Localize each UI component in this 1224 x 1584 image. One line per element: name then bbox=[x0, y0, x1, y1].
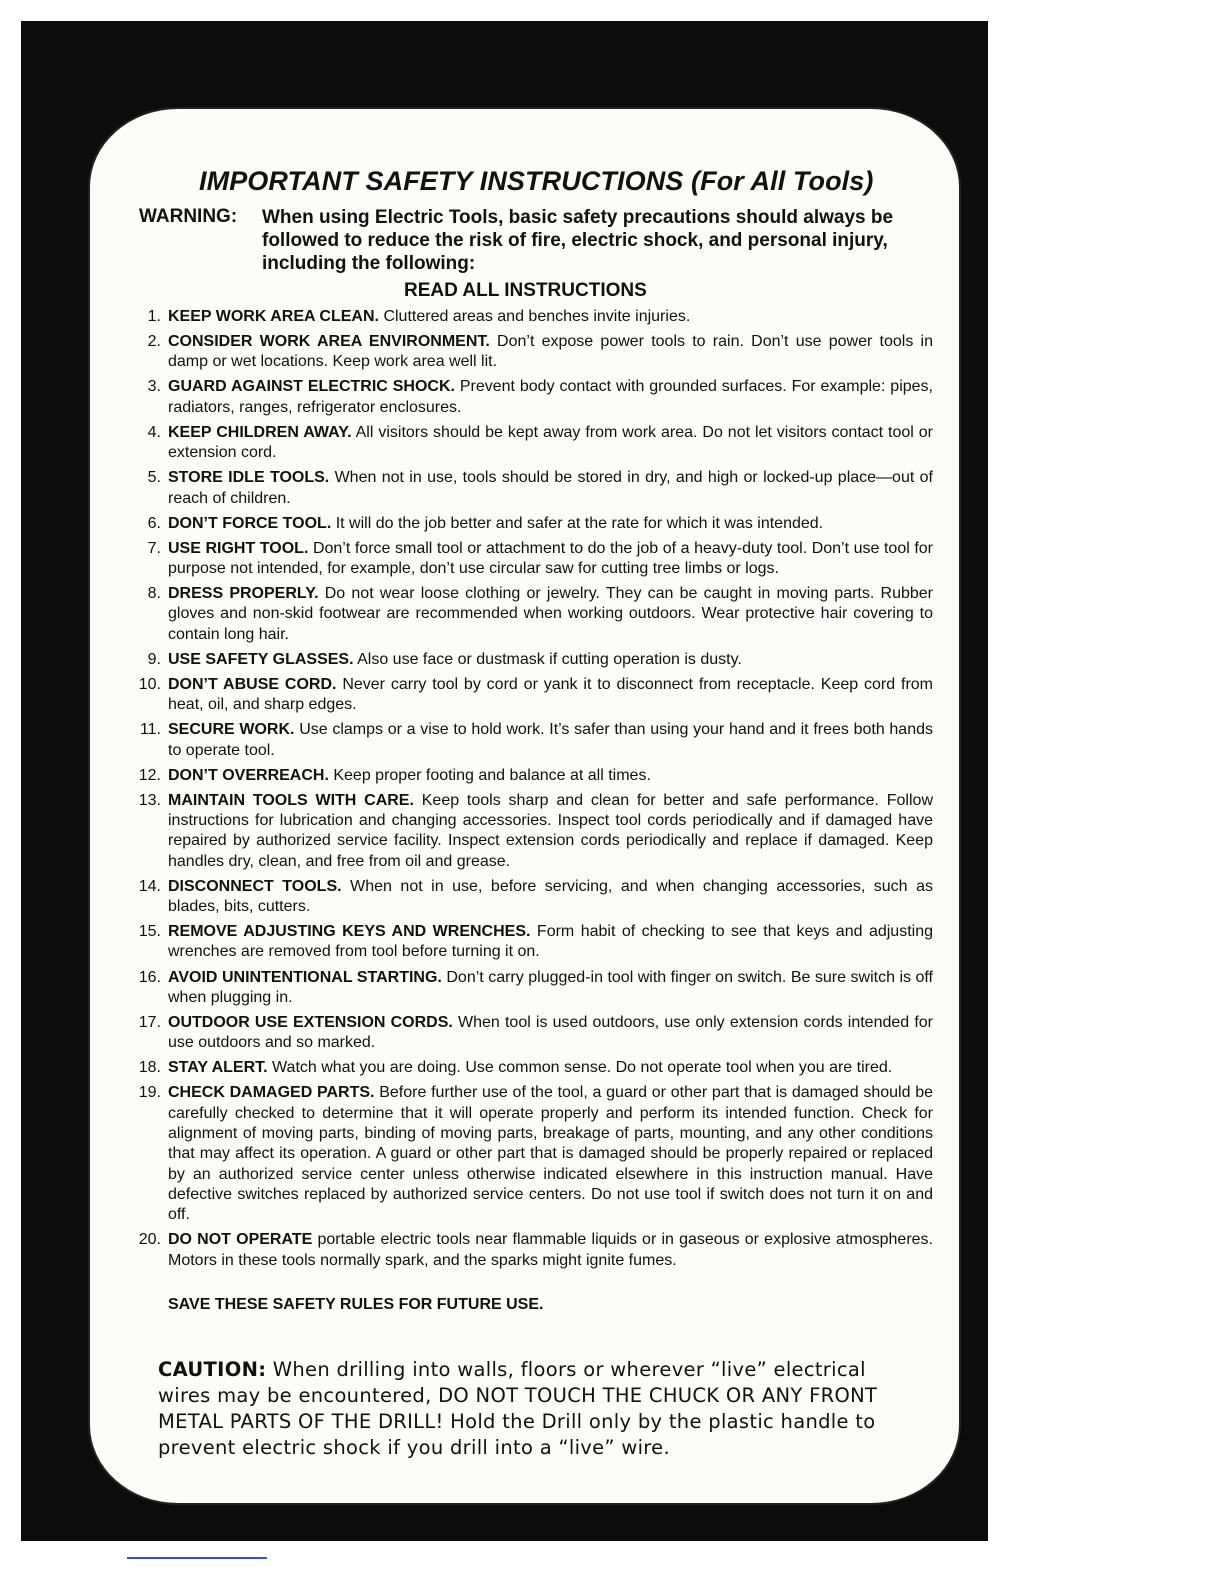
item-number: 3. bbox=[147, 378, 161, 396]
list-item bbox=[130, 1058, 933, 1078]
list-item bbox=[130, 720, 933, 761]
item-number: 16. bbox=[138, 968, 161, 986]
list-item bbox=[130, 1230, 933, 1271]
list-item bbox=[130, 791, 933, 872]
item-text: Also use face or dustmask if cutting operation is dusty. bbox=[357, 650, 742, 668]
list-item bbox=[130, 514, 933, 534]
item-body bbox=[168, 1058, 933, 1078]
item-text: When not in use, tools should be stored in dry, and high or locked-up place—out of reach of children. bbox=[168, 469, 933, 507]
item-text: portable electric tools near flammable liquids or in gaseous or explosive atmospheres. Motors in these tools normally spark, and the sparks might ignite fumes. bbox=[168, 1231, 933, 1269]
list-item bbox=[130, 922, 933, 963]
list-item bbox=[130, 307, 933, 327]
item-heading: CHECK DAMAGED PARTS. bbox=[168, 1084, 375, 1102]
item-number: 19. bbox=[138, 1084, 161, 1102]
caution-text: When drilling into walls, floors or wherever “live” electrical wires may be encountered, DO NOT TOUCH THE CHUCK OR ANY FRONT METAL PARTS OF THE DRILL! Hold the Drill only by the plastic handle to prevent electric shock if you drill into a “live” wire. bbox=[158, 1358, 878, 1459]
item-body bbox=[168, 791, 933, 872]
item-heading: MAINTAIN TOOLS WITH CARE. bbox=[168, 791, 414, 809]
item-heading: USE SAFETY GLASSES. bbox=[168, 650, 354, 668]
safety-list bbox=[130, 307, 933, 1276]
item-body bbox=[168, 514, 933, 534]
item-text: Don’t carry plugged-in tool with finger on switch. Be sure switch is off when plugging in. bbox=[168, 968, 933, 1006]
item-number: 13. bbox=[138, 791, 161, 809]
item-number: 11. bbox=[139, 721, 161, 739]
item-body bbox=[168, 650, 933, 670]
list-item bbox=[130, 377, 933, 418]
item-heading: USE RIGHT TOOL. bbox=[168, 539, 309, 557]
list-item bbox=[130, 468, 933, 509]
item-heading: DRESS PROPERLY. bbox=[168, 585, 319, 603]
item-number: 17. bbox=[138, 1013, 161, 1031]
warning-text: When using Electric Tools, basic safety precautions should always be followed to reduce the risk of fire, electric shock, and personal injury, including the following: bbox=[262, 207, 894, 274]
warning-label: WARNING: bbox=[139, 206, 238, 227]
caution-notice bbox=[158, 1357, 898, 1461]
item-number: 6. bbox=[147, 514, 161, 532]
save-rules-text: SAVE THESE SAFETY RULES FOR FUTURE USE. bbox=[168, 1296, 544, 1313]
item-text: Use clamps or a vise to hold work. It’s safer than using your hand and it frees both hands to operate tool. bbox=[168, 721, 933, 759]
item-body bbox=[168, 584, 933, 645]
item-body bbox=[168, 307, 933, 327]
item-body bbox=[168, 332, 933, 373]
item-number: 2. bbox=[147, 333, 161, 351]
item-heading: DISCONNECT TOOLS. bbox=[168, 877, 342, 895]
item-number: 10. bbox=[138, 675, 161, 693]
item-text: Don’t expose power tools to rain. Don’t use power tools in damp or wet locations. Keep work area well lit. bbox=[168, 333, 933, 371]
item-body bbox=[168, 1230, 933, 1271]
item-body bbox=[168, 423, 933, 464]
list-item bbox=[130, 1013, 933, 1054]
item-body bbox=[168, 766, 933, 786]
item-number: 1. bbox=[147, 308, 161, 325]
list-item bbox=[130, 675, 933, 716]
item-text: Keep tools sharp and clean for better and safe performance. Follow instructions for lubrication and changing accessories. Inspect tool cords periodically and if damaged have repaired by authorized service facility. Inspect extension cords periodically and replace if damaged. Keep handles dry, clean, and free from oil and grease. bbox=[168, 791, 933, 870]
item-number: 20. bbox=[138, 1231, 161, 1249]
item-text: Watch what you are doing. Use common sense. Do not operate tool when you are tired. bbox=[272, 1059, 893, 1077]
item-body bbox=[168, 720, 933, 761]
item-text: Never carry tool by cord or yank it to disconnect from receptacle. Keep cord from heat, oil, and sharp edges. bbox=[168, 675, 933, 714]
item-text: Before further use of the tool, a guard or other part that is damaged should be carefully checked to determine that it will operate properly and perform its intended function. Check for alignment of moving parts, binding of moving parts, breakage of parts, mounting, and any other conditions that may affect its operation. A guard or other part that is damaged should be properly repaired or replaced by an authorized service center unless otherwise indicated elsewhere in this instruction manual. Have defective switches replaced by authorized service centers. Do not use tool if switch does not turn it on and off. bbox=[168, 1084, 933, 1224]
item-text: Keep proper footing and balance at all times. bbox=[333, 766, 651, 784]
item-heading: KEEP WORK AREA CLEAN. bbox=[168, 308, 379, 325]
list-item bbox=[130, 766, 933, 786]
item-body bbox=[168, 968, 933, 1009]
item-text: It will do the job better and safer at the rate for which it was intended. bbox=[335, 514, 824, 532]
list-item bbox=[130, 650, 933, 670]
item-text: Prevent body contact with grounded surfaces. For example: pipes, radiators, ranges, refrigerator enclosures. bbox=[168, 378, 933, 416]
list-item bbox=[130, 1083, 933, 1225]
item-heading: DON’T ABUSE CORD. bbox=[168, 675, 337, 693]
page-title: IMPORTANT SAFETY INSTRUCTIONS (For All Tools) bbox=[199, 166, 874, 196]
bottom-divider bbox=[127, 1557, 267, 1559]
list-item bbox=[130, 332, 933, 373]
read-all-heading: READ ALL INSTRUCTIONS bbox=[404, 280, 647, 301]
item-heading: STORE IDLE TOOLS. bbox=[168, 469, 330, 487]
item-text: Cluttered areas and benches invite injuries. bbox=[383, 308, 691, 325]
item-number: 7. bbox=[147, 539, 161, 557]
item-heading: DO NOT OPERATE bbox=[168, 1231, 313, 1249]
item-heading: GUARD AGAINST ELECTRIC SHOCK. bbox=[168, 378, 455, 396]
item-text: Do not wear loose clothing or jewelry. They can be caught in moving parts. Rubber gloves and non-skid footwear are recommended when working outdoors. Wear protective hair covering to contain long hair. bbox=[168, 585, 933, 643]
list-item bbox=[130, 584, 933, 645]
item-heading: AVOID UNINTENTIONAL STARTING. bbox=[168, 968, 442, 986]
item-text: When tool is used outdoors, use only extension cords intended for use outdoors and so marked. bbox=[168, 1013, 933, 1052]
item-body bbox=[168, 675, 933, 716]
item-body bbox=[168, 539, 933, 580]
item-heading: REMOVE ADJUSTING KEYS AND WRENCHES. bbox=[168, 923, 531, 941]
item-heading: STAY ALERT. bbox=[168, 1059, 268, 1077]
item-heading: OUTDOOR USE EXTENSION CORDS. bbox=[168, 1013, 453, 1031]
item-body bbox=[168, 922, 933, 963]
caution-label: CAUTION: bbox=[158, 1358, 267, 1381]
item-heading: KEEP CHILDREN AWAY. bbox=[168, 423, 352, 441]
item-text: When not in use, before servicing, and when changing accessories, such as blades, bits, cutters. bbox=[168, 877, 934, 916]
item-text: Don’t force small tool or attachment to do the job of a heavy-duty tool. Don’t use tool for purpose not intended, for example, don’t use circular saw for cutting tree limbs or logs. bbox=[168, 539, 934, 578]
item-body bbox=[168, 1013, 933, 1054]
list-item bbox=[130, 539, 933, 580]
item-number: 14. bbox=[138, 877, 161, 895]
item-number: 9. bbox=[147, 650, 161, 668]
item-number: 12. bbox=[138, 766, 161, 784]
item-text: Form habit of checking to see that keys and adjusting wrenches are removed from tool before turning it on. bbox=[168, 923, 934, 961]
item-number: 8. bbox=[147, 585, 161, 603]
item-number: 4. bbox=[147, 423, 161, 441]
item-heading: DON’T FORCE TOOL. bbox=[168, 514, 332, 532]
list-item bbox=[130, 423, 933, 464]
item-heading: CONSIDER WORK AREA ENVIRONMENT. bbox=[168, 333, 490, 351]
list-item bbox=[130, 877, 933, 918]
item-body bbox=[168, 1083, 933, 1225]
item-number: 18. bbox=[138, 1059, 161, 1077]
list-item bbox=[130, 968, 933, 1009]
item-heading: SECURE WORK. bbox=[168, 721, 295, 739]
item-number: 5. bbox=[147, 469, 161, 487]
item-body bbox=[168, 377, 933, 418]
item-text: All visitors should be kept away from work area. Do not let visitors contact tool or extension cord. bbox=[168, 423, 934, 462]
item-body bbox=[168, 468, 933, 509]
item-heading: DON’T OVERREACH. bbox=[168, 766, 329, 784]
item-body bbox=[168, 877, 933, 918]
item-number: 15. bbox=[138, 923, 161, 941]
